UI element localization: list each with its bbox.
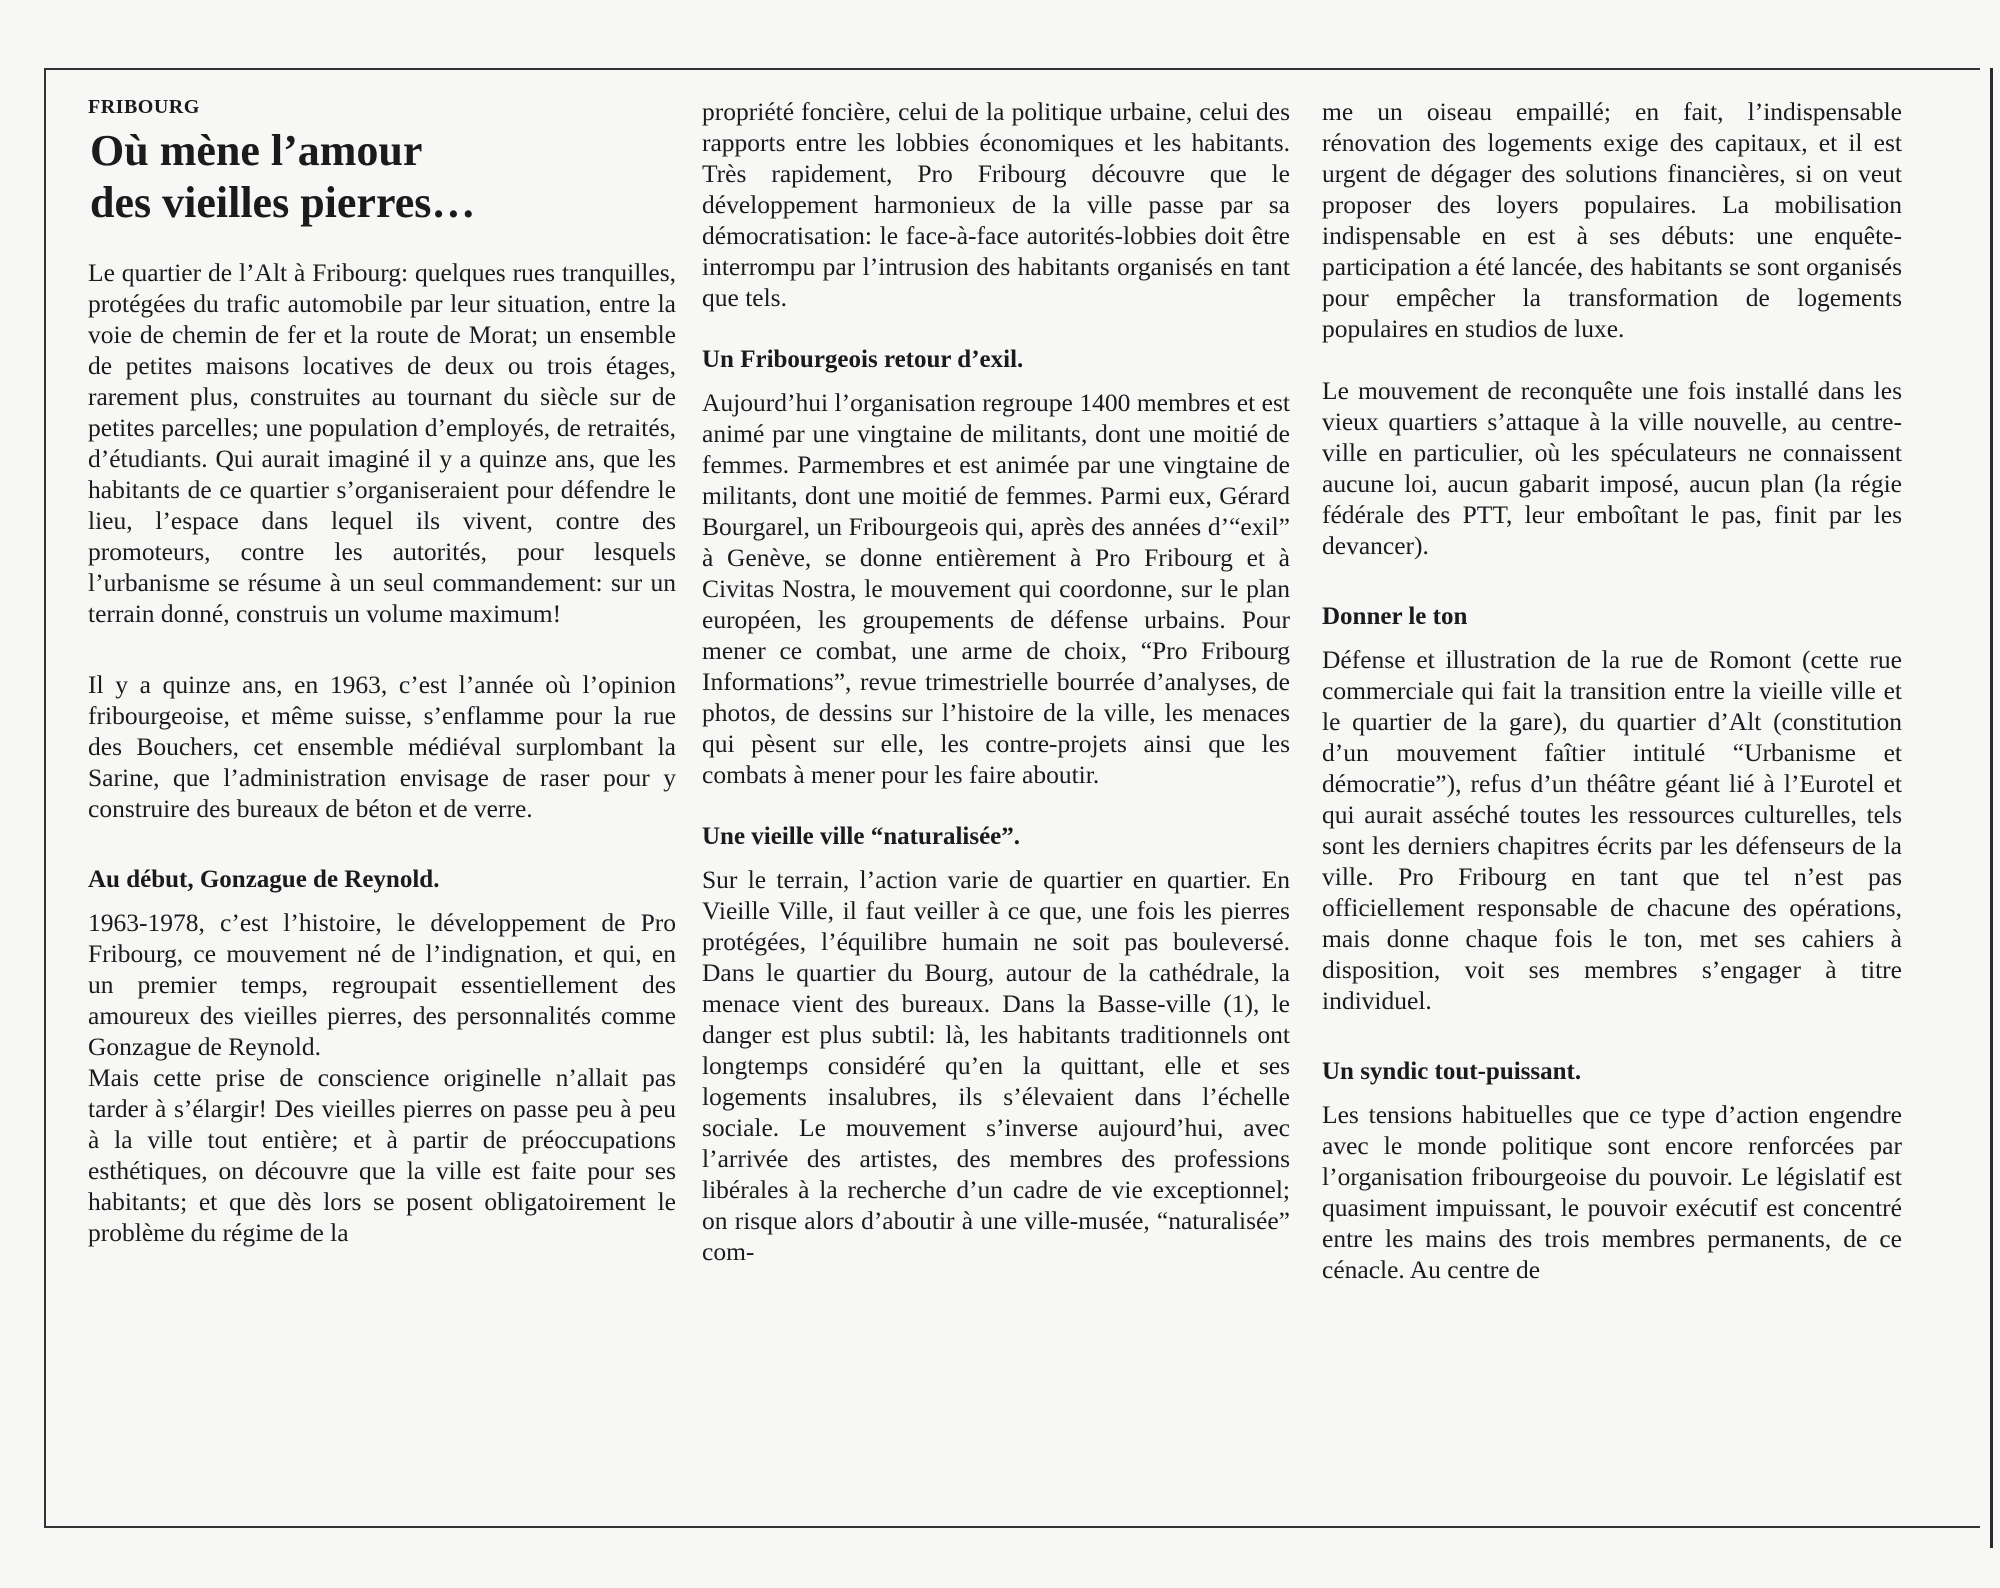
column-2 bbox=[702, 96, 1290, 1267]
kicker: FRIBOURG bbox=[88, 96, 200, 118]
page-edge-rule bbox=[1990, 68, 1993, 1548]
subheading: Au début, Gonzague de Reynold. bbox=[88, 866, 440, 893]
subheading: Un syndic tout-puissant. bbox=[1322, 1058, 1582, 1085]
subheading: Donner le ton bbox=[1322, 603, 1468, 630]
headline-line-2: des vieilles pierres… bbox=[90, 178, 476, 227]
paragraph: Le mouvement de reconquête une fois installé dans les vieux quartiers s’attaque à la ville nouvelle, au centre-ville en particulier, où les spéculateurs ne connaissent aucune loi, aucun gabarit imposé, aucun plan (la régie fédérale des PTT, leur emboîtant le pas, finit par les devancer). bbox=[1322, 376, 1902, 560]
paragraph: Il y a quinze ans, en 1963, c’est l’année où l’opinion fribourgeoise, et même suisse, s’enflamme pour la rue des Bouchers, cet ensemble médiéval surplombant la Sarine, que l’administration envisage de raser pour y construire des bureaux de béton et de verre. bbox=[88, 670, 676, 823]
headline bbox=[90, 125, 676, 229]
paragraph: Défense et illustration de la rue de Romont (cette rue commerciale qui fait la transition entre la vieille ville et le quartier de la gare), du quartier d’Alt (constitution d’un mouvement faîtier intitulé “Urbanisme et démocratie”), refus d’un théâtre géant lié à l’Eurotel et qui aurait asséché toutes les ressources culturelles, tels sont les derniers chapitres écrits par les défenseurs de la ville. Pro Fribourg en tant que tel n’est pas officiellement responsable de chacune des opérations, mais donne chaque fois le ton, met ses cahiers à disposition, voit ses membres s’engager à titre individuel. bbox=[1322, 645, 1902, 1015]
subheading: Une vieille ville “naturalisée”. bbox=[702, 823, 1021, 850]
paragraph: Mais cette prise de conscience originelle n’allait pas tarder à s’élargir! Des vieilles pierres on passe peu à peu à la ville tout entière; et à partir de préoccupations esthétiques, on découvre que la ville est faite pour ses habitants; et que dès lors se posent obligatoirement le problème du régime de la bbox=[88, 1063, 676, 1247]
paragraph: me un oiseau empaillé; en fait, l’indispensable rénovation des logements exige des capitaux, et il est urgent de dégager des solutions financières, si on veut proposer des loyers populaires. La mobilisation indispensable en est à ses débuts: une enquête-participation a été lancée, des habitants se sont organisés pour empêcher la transformation de logements populaires en studios de luxe. bbox=[1322, 97, 1902, 343]
paragraph: Les tensions habituelles que ce type d’action engendre avec le monde politique sont encore renforcées par l’organisation fribourgeoise du pouvoir. Le législatif est quasiment impuissant, le pouvoir exécutif est concentré entre les mains des trois membres permanents, de ce cénacle. Au centre de bbox=[1322, 1100, 1902, 1284]
column-1 bbox=[88, 96, 676, 1248]
paragraph: Sur le terrain, l’action varie de quartier en quartier. En Vieille Ville, il faut veiller à ce que, une fois les pierres protégées, l’équilibre humain ne soit pas bouleversé. Dans le quartier du Bourg, autour de la cathédrale, la menace vient des bureaux. Dans la Basse-ville (1), le danger est plus subtil: là, les habitants traditionnels ont longtemps considéré qu’en la quittant, elle et ses logements insalubres, ils s’élevaient dans l’échelle sociale. Le mouvement s’inverse aujourd’hui, avec l’arrivée des artistes, des membres des professions libérales à la recherche d’un cadre de vie exceptionnel; on risque alors d’aboutir à une ville-musée, “naturalisée” com- bbox=[702, 865, 1290, 1266]
paragraph: Le quartier de l’Alt à Fribourg: quelques rues tranquilles, protégées du trafic automobile par leur situation, entre la voie de chemin de fer et la route de Morat; un ensemble de petites maisons locatives de deux ou trois étages, rarement plus, construites au tournant du siècle sur de petites parcelles; une population d’employés, de retraités, d’étudiants. Qui aurait imaginé il y a quinze ans, que les habitants de ce quartier s’organiseraient pour défendre le lieu, l’espace dans lequel ils vivent, contre des promoteurs, contre les autorités, pour lesquels l’urbanisme se résume à un seul commandement: sur un terrain donné, construis un volume maximum! bbox=[88, 258, 676, 628]
headline-line-1: Où mène l’amour bbox=[90, 126, 423, 175]
paragraph: Aujourd’hui l’organisation regroupe 1400 membres et est animé par une vingtaine de militants, dont une moitié de femmes. Parmembres et est animée par une vingtaine de militants, dont une moitié de femmes. Parmi eux, Gérard Bourgarel, un Fribourgeois qui, après des années d’“exil” à Genève, se donne entièrement à Pro Fribourg et à Civitas Nostra, le mouvement qui coordonne, sur le plan européen, les groupements de défense urbains. Pour mener ce combat, une arme de choix, “Pro Fribourg Informations”, revue trimestrielle bourrée d’analyses, de photos, de dessins sur l’histoire de la ville, les menaces qui pèsent sur elle, les contre-projets ainsi que les combats à mener pour les faire aboutir. bbox=[702, 388, 1290, 789]
column-3 bbox=[1322, 96, 1902, 1285]
subheading: Un Fribourgeois retour d’exil. bbox=[702, 346, 1024, 373]
paragraph: 1963-1978, c’est l’histoire, le développement de Pro Fribourg, ce mouvement né de l’indignation, et qui, en un premier temps, regroupait essentiellement des amoureux des vieilles pierres, des personnalités comme Gonzague de Reynold. bbox=[88, 908, 676, 1061]
paragraph: propriété foncière, celui de la politique urbaine, celui des rapports entre les lobbies économiques et les habitants. Très rapidement, Pro Fribourg découvre que le développement harmonieux de la ville passe par sa démocratisation: le face-à-face autorités-lobbies doit être interrompu par l’intrusion des habitants organisés en tant que tels. bbox=[702, 97, 1290, 312]
